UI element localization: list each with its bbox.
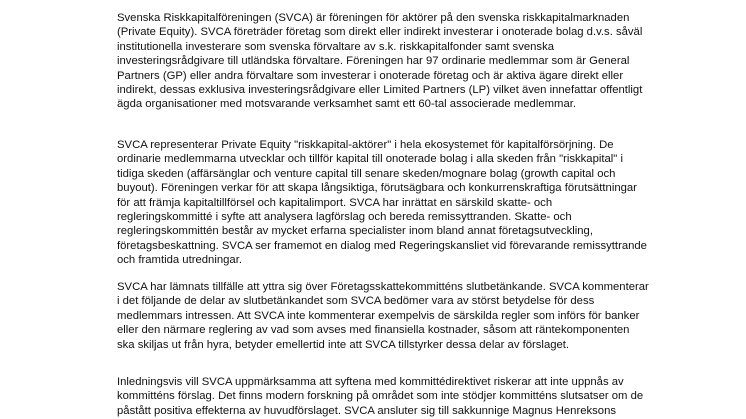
text-line: i det följande de delar av slutbetänkandet som SVCA bedömer vara av störst betydelse för dess [117, 295, 595, 308]
text-line: regleringskommittén består av mycket erfarna specialister inom bland annat företagsutveckling, [117, 225, 593, 238]
text-line: företagsbeskattning. SVCA ser framemot en dialog med Regeringskansliet vid förevarande remissyttrande [117, 239, 647, 252]
text-line: ägda organisationer med motsvarande verksamhet samt ett 60-tal associerade medlemmar. [117, 98, 577, 111]
text-line: ordinarie medlemmarna utvecklar och tillför kapital till onoterade bolag i alla skeden från "riskkapital" i [117, 153, 623, 166]
text-line: tidiga skeden (affärsänglar och venture capital till senare skeden/mognare bolag (growth capital och [117, 167, 616, 180]
text-line: eller den närmare reglering av vad som avses med finansiella kostnader, såsom att räntekomponenten [117, 324, 630, 337]
text-line: och framtida utredningar. [117, 254, 242, 267]
text-line: indirekt, dessas exklusiva investeringsrådgivare eller Limited Partners (LP) vilket även innefattar offentligt [117, 83, 643, 96]
text-line: medlemmars intressen. Att SVCA inte kommenterar exempelvis de särskilda regler som införs för banker [117, 309, 640, 322]
text-line: SVCA representerar Private Equity "riskkapital-aktörer" i hela ekosystemet för kapitalförsörjning. De [117, 139, 614, 151]
text-line: investeringsrådgivare till utländska förvaltare. Föreningen har 97 ordinarie medlemmar som är General [117, 55, 630, 68]
paragraph-representation [117, 138, 746, 268]
text-line: för att främja kapitaltillförsel och kapitalimport. SVCA har inrättat en särskild skatte- och [117, 196, 553, 209]
text-line: Inledningsvis vill SVCA uppmärksamma att syftena med kommittédirektivet riskerar att inte uppnås av [117, 376, 624, 388]
text-line: ska skiljas ut från hyra, betyder emellertid inte att SVCA tillstyrker dessa delar av förslaget. [117, 338, 570, 351]
text-line: Partners (GP) eller andra förvaltare som investerar i onoterade företag och är aktiva ägare direkt eller [117, 69, 624, 82]
text-line: kommitténs förslag. Det finns modern forskning på området som inte stödjer kommitténs slutsatser om de [117, 390, 644, 403]
text-line: (Private Equity). SVCA företräder företag som direkt eller indirekt investerar i onoterade bolag d.v.s. såväl [117, 26, 643, 39]
text-line: SVCA har lämnats tillfälle att yttra sig över Företagsskattekommitténs slutbetänkande. SVCA kommenterar [117, 281, 649, 293]
text-line: buyout). Föreningen verkar för att skapa långsiktiga, förutsägbara och konkurrenskraftiga förutsättningar [117, 182, 637, 195]
text-line: påstått positiva effekterna av huvudförslaget. SVCA ansluter sig till sakkunnige Magnus Henreksons [117, 404, 617, 417]
text-line: regleringskommitté i syfte att analysera lagförslag och bereda remissyttranden. Skatte- och [117, 210, 572, 223]
paragraph-introduction [117, 375, 746, 418]
paragraph-about-svca [117, 11, 746, 112]
text-line: institutionella investerare som svenska förvaltare av s.k. riskkapitalfonder samt svenska [117, 40, 554, 53]
paragraph-consultation-response [117, 280, 746, 352]
text-line: Svenska Riskkapitalföreningen (SVCA) är föreningen för aktörer på den svenska riskkapitalmarknaden [117, 12, 630, 24]
